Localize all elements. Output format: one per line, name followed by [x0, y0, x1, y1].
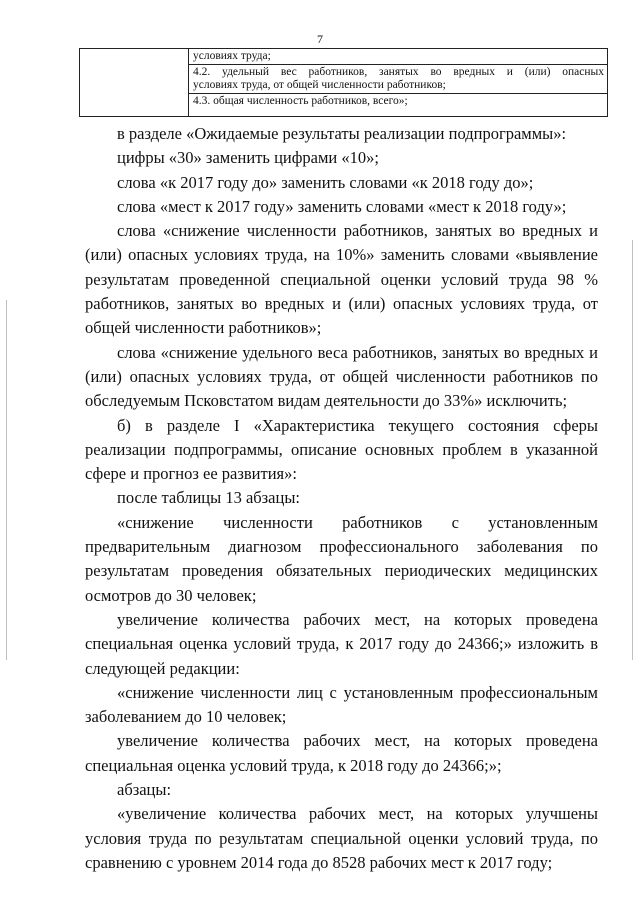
- table-cell-line: 4.3. общая численность работников, всего»;: [193, 95, 408, 107]
- text-line: слова «снижение удельного веса работников, занятых во вредных и: [117, 342, 598, 362]
- text-line: предварительным диагнозом профессионального заболевания по: [85, 537, 598, 557]
- text-line: результатам проведенной специальной оценки условий труда 98 %: [85, 269, 598, 289]
- text-line: обследуемым Псковстатом видам деятельности до 33%» исключить;: [85, 391, 568, 411]
- table-cell-line: условиях труда;: [193, 50, 271, 62]
- text-line: цифры «30» заменить цифрами «10»;: [117, 148, 379, 168]
- table-left-column: [80, 49, 189, 116]
- text-line: «увеличение количества рабочих мест, на которых улучшены: [117, 804, 598, 824]
- text-line: условия труда по результатам специальной оценки условий труда, по: [85, 828, 598, 848]
- page-number: 7: [317, 32, 323, 46]
- text-line: (или) опасных условиях труда, на 10%» заменить словами «выявление: [85, 245, 598, 265]
- table-cell-line: условиях труда, от общей численности работников;: [193, 79, 446, 91]
- table-right-column: [189, 49, 607, 116]
- table-cell-line: 4.2. удельный вес работников, занятых во вредных и (или) опасных: [193, 66, 604, 78]
- scan-edge-mark: [6, 300, 7, 660]
- text-line: б) в разделе I «Характеристика текущего состояния сферы: [117, 415, 598, 435]
- table-fragment: [79, 48, 608, 117]
- text-line: слова «мест к 2017 году» заменить словами «мест к 2018 году»;: [117, 196, 567, 216]
- text-line: абзацы:: [117, 780, 172, 800]
- text-line: в разделе «Ожидаемые результаты реализации подпрограммы»:: [117, 124, 567, 143]
- text-line: после таблицы 13 абзацы:: [117, 488, 301, 508]
- text-line: увеличение количества рабочих мест, на которых проведена: [117, 731, 598, 751]
- text-line: (или) опасных условиях труда, от общей численности работников по: [85, 366, 598, 386]
- text-line: сравнению с уровнем 2014 года до 8528 рабочих мест к 2017 году;: [85, 852, 553, 872]
- text-line: реализации подпрограммы, описание основных проблем в указанной: [85, 439, 598, 459]
- text-line: специальная оценка условий труда, к 2018 году до 24366;»;: [85, 755, 502, 775]
- scan-edge-mark: [632, 240, 633, 660]
- text-line: сфере и прогноз ее развития»:: [85, 464, 297, 484]
- text-line: общей численности работников»;: [85, 318, 322, 338]
- document-body: [85, 122, 598, 875]
- text-line: осмотров до 30 человек;: [85, 585, 257, 605]
- table-row-divider: [189, 93, 607, 94]
- text-line: «снижение численности работников с установленным: [117, 512, 598, 532]
- text-line: слова «снижение численности работников, занятых во вредных и: [117, 221, 598, 241]
- text-line: «снижение численности лиц с установленным профессиональным: [117, 682, 598, 702]
- text-line: увеличение количества рабочих мест, на которых проведена: [117, 609, 598, 629]
- text-line: заболеванием до 10 человек;: [85, 707, 287, 727]
- text-line: специальная оценка условий труда, к 2017 году до 24366;» изложить в: [85, 634, 598, 654]
- text-line: работников, занятых во вредных и (или) опасных условиях труда, от: [85, 294, 598, 314]
- text-line: слова «к 2017 году до» заменить словами «к 2018 году до»;: [117, 172, 534, 192]
- table-row-divider: [189, 64, 607, 65]
- text-line: результатам проведения обязательных периодических медицинских: [85, 561, 598, 581]
- text-line: следующей редакции:: [85, 658, 240, 678]
